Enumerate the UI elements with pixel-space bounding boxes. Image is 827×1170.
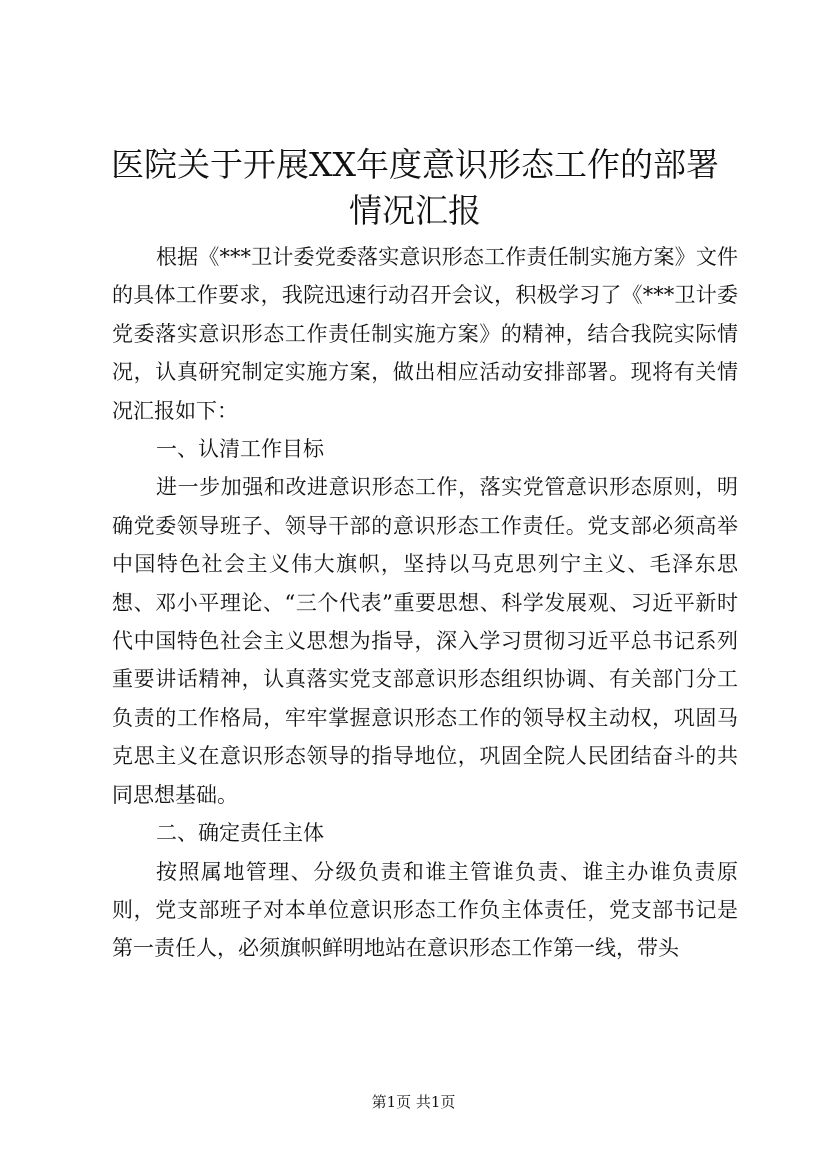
document-body [112, 238, 738, 968]
page-footer: 第1页 共1页 [371, 1093, 456, 1111]
paragraph-intro: 根据《***卫计委党委落实意识形态工作责任制实施方案》文件的具体工作要求，我院迅速行动召开会议，积极学习了《***卫计委党委落实意识形态工作责任制实施方案》的精神，结合我院实际情况，认真研究制定实施方案，做出相应活动安排部署。现将有关情况汇报如下： [112, 245, 738, 423]
paragraph-section-1: 进一步加强和改进意识形态工作，落实党管意识形态原则，明确党委领导班子、领导干部的意识形态工作责任。党支部必须高举中国特色社会主义伟大旗帜，坚持以马克思列宁主义、毛泽东思想、邓小平理论、“三个代表”重要思想、科学发展观、习近平新时代中国特色社会主义思想为指导，深入学习贯彻习近平总书记系列重要讲话精神，认真落实党支部意识形态组织协调、有关部门分工负责的工作格局，牢牢掌握意识形态工作的领导权主动权，巩固马克思主义在意识形态领导的指导地位，巩固全院人民团结奋斗的共同思想基础。 [112, 475, 738, 807]
section-heading-1: 一、认清工作目标 [156, 437, 324, 462]
document-title: 医院关于开展XX年度意识形态工作的部署情况汇报 [111, 145, 719, 230]
paragraph-section-2: 按照属地管理、分级负责和谁主管谁负责、谁主办谁负责原则，党支部班子对本单位意识形态工作负主体责任，党支部书记是第一责任人，必须旗帜鲜明地站在意识形态工作第一线，带头 [112, 859, 738, 961]
section-heading-2: 二、确定责任主体 [156, 821, 324, 846]
